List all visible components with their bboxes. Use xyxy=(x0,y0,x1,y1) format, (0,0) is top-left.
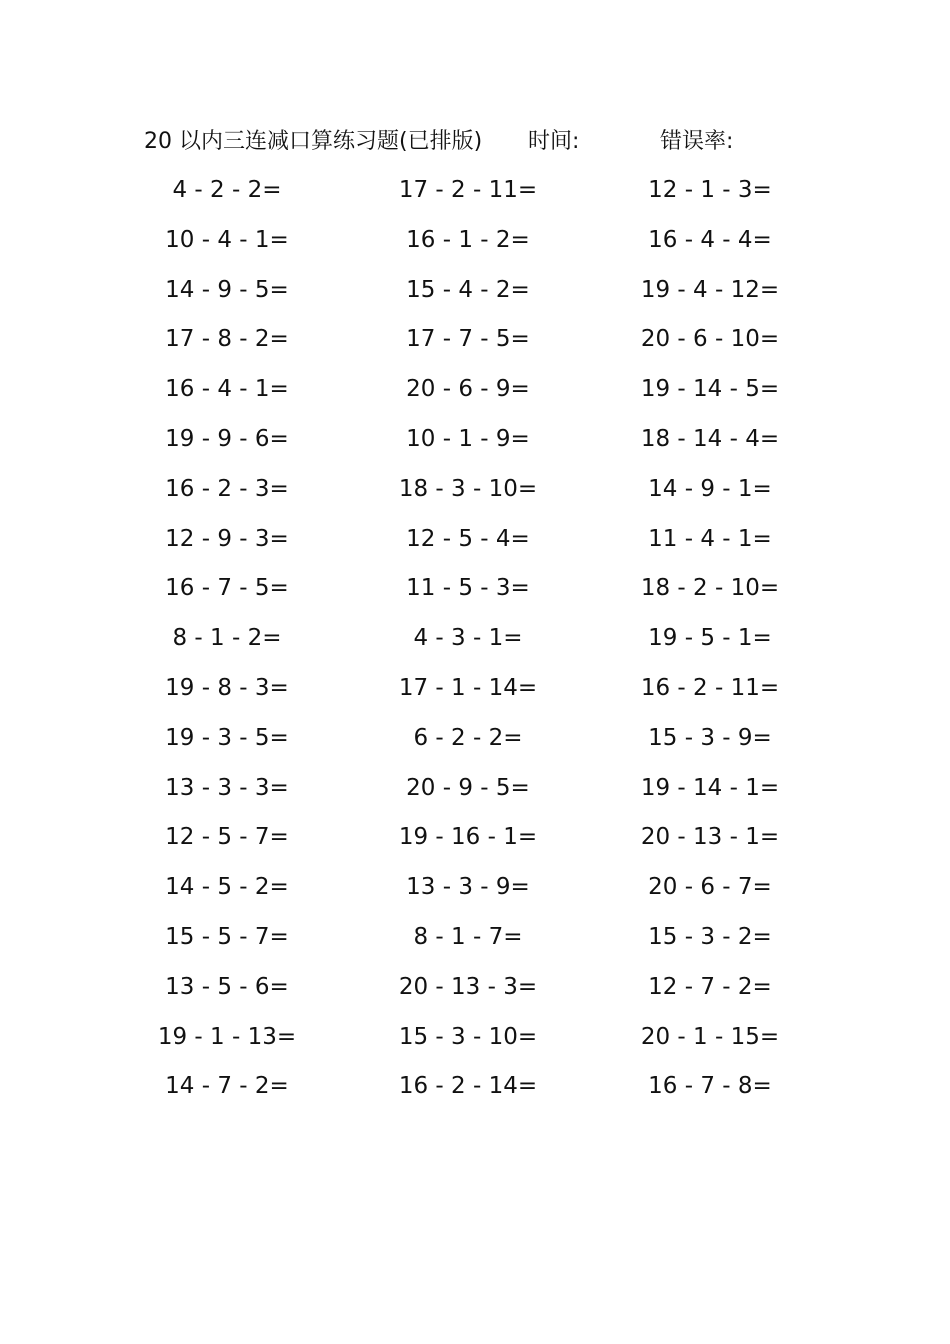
problem-row xyxy=(0,266,950,316)
subtraction-problem: 17 - 7 - 5= xyxy=(406,326,530,353)
subtraction-problem: 6 - 2 - 2= xyxy=(413,724,523,751)
problem-row xyxy=(0,764,950,814)
problem-row xyxy=(0,714,950,764)
problem-row xyxy=(0,664,950,714)
subtraction-problem: 12 - 5 - 7= xyxy=(165,824,289,851)
subtraction-problem: 18 - 3 - 10= xyxy=(398,475,538,502)
problem-row xyxy=(0,315,950,365)
subtraction-problem: 15 - 3 - 9= xyxy=(648,724,772,751)
subtraction-problem: 13 - 5 - 6= xyxy=(165,973,289,1000)
subtraction-problem: 19 - 5 - 1= xyxy=(648,625,772,652)
time-label: 时间: xyxy=(528,129,580,154)
problem-row xyxy=(0,1062,950,1112)
subtraction-problem: 20 - 13 - 1= xyxy=(640,824,780,851)
subtraction-problem: 17 - 8 - 2= xyxy=(165,326,289,353)
problem-row xyxy=(0,465,950,515)
problem-row xyxy=(0,614,950,664)
subtraction-problem: 8 - 1 - 2= xyxy=(172,625,282,652)
subtraction-problem: 14 - 5 - 2= xyxy=(165,874,289,901)
subtraction-problem: 20 - 9 - 5= xyxy=(406,774,530,801)
subtraction-problem: 12 - 1 - 3= xyxy=(648,177,772,203)
subtraction-problem: 16 - 2 - 14= xyxy=(398,1073,538,1100)
subtraction-problem: 14 - 7 - 2= xyxy=(165,1073,289,1100)
subtraction-problem: 10 - 1 - 9= xyxy=(406,425,530,452)
problem-row xyxy=(0,963,950,1013)
worksheet-header xyxy=(144,124,784,160)
subtraction-problem: 20 - 6 - 9= xyxy=(406,376,530,403)
problem-row xyxy=(0,913,950,963)
problem-row xyxy=(0,365,950,415)
problem-row xyxy=(0,1013,950,1063)
subtraction-problem: 18 - 2 - 10= xyxy=(640,575,780,602)
subtraction-problem: 11 - 4 - 1= xyxy=(648,525,772,552)
worksheet-title: 20 以内三连减口算练习题(已排版) xyxy=(144,129,483,154)
problem-row xyxy=(0,166,950,216)
subtraction-problem: 14 - 9 - 5= xyxy=(165,276,289,303)
subtraction-problem: 19 - 8 - 3= xyxy=(165,674,289,701)
subtraction-problem: 16 - 2 - 3= xyxy=(165,475,289,502)
subtraction-problem: 15 - 3 - 10= xyxy=(398,1023,538,1050)
subtraction-problem: 19 - 4 - 12= xyxy=(640,276,780,303)
problem-row xyxy=(0,216,950,266)
subtraction-problem: 16 - 7 - 8= xyxy=(648,1073,772,1100)
subtraction-problem: 16 - 2 - 11= xyxy=(640,674,780,701)
error-rate-label: 错误率: xyxy=(660,129,734,154)
subtraction-problem: 16 - 7 - 5= xyxy=(165,575,289,602)
subtraction-problem: 16 - 1 - 2= xyxy=(406,226,530,253)
subtraction-problem: 13 - 3 - 3= xyxy=(165,774,289,801)
subtraction-problem: 19 - 9 - 6= xyxy=(165,425,289,452)
subtraction-problem: 19 - 3 - 5= xyxy=(165,724,289,751)
subtraction-problem: 12 - 9 - 3= xyxy=(165,525,289,552)
subtraction-problem: 15 - 5 - 7= xyxy=(165,923,289,950)
subtraction-problem: 12 - 7 - 2= xyxy=(648,973,772,1000)
subtraction-problem: 20 - 6 - 7= xyxy=(648,874,772,901)
subtraction-problem: 19 - 14 - 5= xyxy=(640,376,780,403)
subtraction-problem: 19 - 16 - 1= xyxy=(398,824,538,851)
subtraction-problem: 18 - 14 - 4= xyxy=(640,425,780,452)
subtraction-problem: 15 - 4 - 2= xyxy=(406,276,530,303)
problem-row xyxy=(0,415,950,465)
subtraction-problem: 16 - 4 - 4= xyxy=(648,226,772,253)
subtraction-problem: 17 - 2 - 11= xyxy=(398,177,538,203)
subtraction-problem: 4 - 2 - 2= xyxy=(172,177,282,203)
subtraction-problem: 17 - 1 - 14= xyxy=(398,674,538,701)
subtraction-problem: 4 - 3 - 1= xyxy=(413,625,523,652)
problem-row xyxy=(0,515,950,565)
subtraction-problem: 12 - 5 - 4= xyxy=(406,525,530,552)
subtraction-problem: 19 - 1 - 13= xyxy=(157,1023,297,1050)
problem-grid xyxy=(0,166,950,1116)
subtraction-problem: 20 - 1 - 15= xyxy=(640,1023,780,1050)
subtraction-problem: 15 - 3 - 2= xyxy=(648,923,772,950)
problem-row xyxy=(0,863,950,913)
subtraction-problem: 8 - 1 - 7= xyxy=(413,923,523,950)
subtraction-problem: 20 - 13 - 3= xyxy=(398,973,538,1000)
problem-row xyxy=(0,813,950,863)
subtraction-problem: 19 - 14 - 1= xyxy=(640,774,780,801)
subtraction-problem: 10 - 4 - 1= xyxy=(165,226,289,253)
subtraction-problem: 11 - 5 - 3= xyxy=(406,575,530,602)
problem-row xyxy=(0,564,950,614)
subtraction-problem: 16 - 4 - 1= xyxy=(165,376,289,403)
subtraction-problem: 20 - 6 - 10= xyxy=(640,326,780,353)
subtraction-problem: 13 - 3 - 9= xyxy=(406,874,530,901)
subtraction-problem: 14 - 9 - 1= xyxy=(648,475,772,502)
